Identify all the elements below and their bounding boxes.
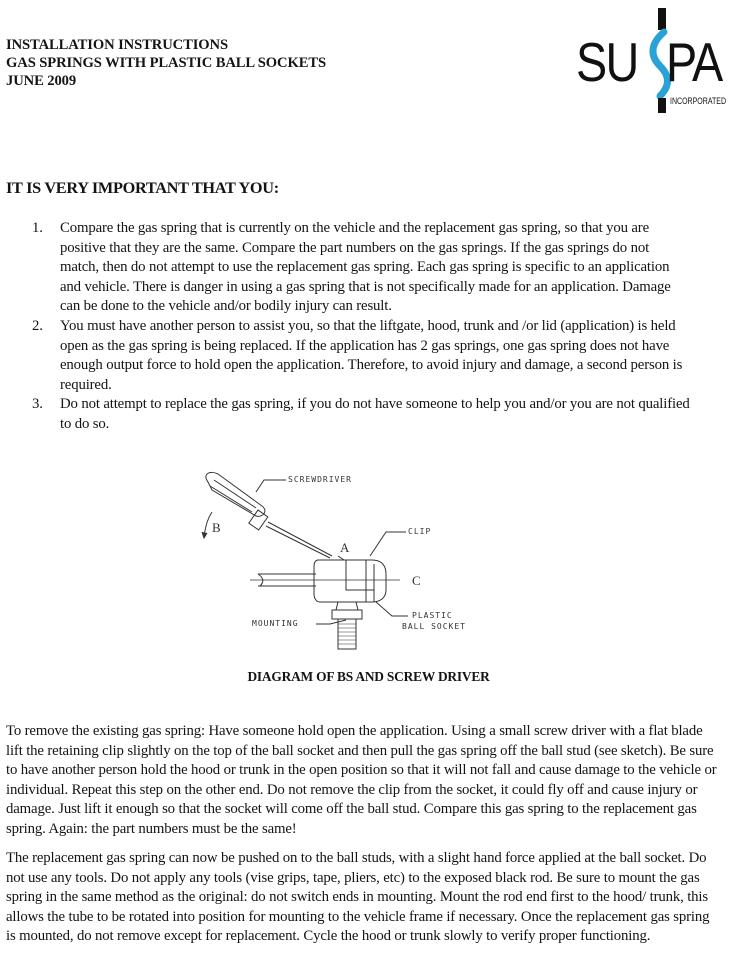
important-list	[0, 219, 733, 435]
important-heading: IT IS VERY IMPORTANT THAT YOU:	[6, 178, 279, 197]
installation-paragraph: The replacement gas spring can now be pushed on to the ball studs, with a slight hand force applied at the ball socket. Do not use any tools. Do not apply any tools (vise grips, tape, pliers, etc) to the exposed black rod. Be sure to mount the gas spring in the same method as the original: do not switch ends in mounting. Mount the rod end first to the hood/ trunk, this allows the tube to be rotated into position for mounting to the vehicle frame if necessary. Once the replacement gas spring is mounted, do not remove except for replacement. Cycle the hood or trunk slowly to verify proper functioning.	[6, 850, 710, 945]
list-text: You must have another person to assist you, so that the liftgate, hood, trunk and /or lid (application) is held open as the gas spring is being replaced. If the application has 2 gas springs, one gas spring does not have enough output force to hold open the application. Therefore, to avoid injury and damage, a second person is required.	[60, 317, 683, 393]
label-c: C	[412, 573, 421, 588]
diagram-caption: DIAGRAM OF BS AND SCREW DRIVER	[247, 669, 490, 684]
suspa-logo	[574, 8, 733, 113]
label-ball-socket: BALL SOCKET	[402, 622, 466, 631]
list-item	[0, 317, 690, 395]
label-b: B	[212, 520, 221, 535]
label-a: A	[340, 540, 350, 555]
list-number: 3.	[32, 396, 43, 413]
removal-paragraph: To remove the existing gas spring: Have someone hold open the application. Using a small screw driver with a flat blade lift the retaining clip slightly on the top of the ball socket and then pull the gas spring off the ball stud (see sketch). Be sure to have another person hold the hood or trunk in the open position so that it will not fall and cause damage to the vehicle or individual. Repeat this step on the other end. Do not remove the clip from the socket, it could fly off and cause injury or damage. Just lift it enough so that the socket will come off the ball stud. Compare this gas spring to the replacement gas spring. Again: the part numbers must be the same!	[6, 723, 717, 837]
label-clip: CLIP	[408, 527, 432, 536]
header-title: INSTALLATION INSTRUCTIONS	[6, 37, 229, 53]
list-number: 1.	[32, 220, 43, 236]
list-text: Do not attempt to replace the gas spring, if you do not have someone to help you and/or you are not qualified to do so.	[60, 396, 690, 432]
logo-text-pa: PA	[666, 31, 722, 93]
list-number: 2.	[32, 317, 43, 334]
label-mounting: MOUNTING	[252, 619, 299, 628]
ball-socket-diagram	[190, 460, 490, 660]
header-subtitle: GAS SPRINGS WITH PLASTIC BALL SOCKETS	[6, 55, 327, 71]
header-date: JUNE 2009	[6, 73, 77, 89]
list-item	[0, 395, 690, 434]
logo-subtitle: INCORPORATED	[670, 96, 727, 106]
label-plastic: PLASTIC	[412, 611, 453, 620]
arrow-b-icon	[204, 512, 212, 536]
list-item	[0, 219, 690, 317]
label-screwdriver: SCREWDRIVER	[288, 475, 352, 484]
document-header	[6, 36, 326, 90]
screwdriver-icon	[206, 472, 332, 558]
list-text: Compare the gas spring that is currently on the vehicle and the replacement gas spring, so that you are positive that they are the same. Compare the part numbers on the gas springs. If the gas springs do not match, then do not attempt to use the replacement gas spring. Each gas spring is specific to an application and vehicle. There is danger in using a gas spring that is not specifically made for an application. Damage can be done to the vehicle and/or bodily injury can result.	[60, 220, 671, 315]
logo-text-su: SU	[576, 31, 638, 93]
